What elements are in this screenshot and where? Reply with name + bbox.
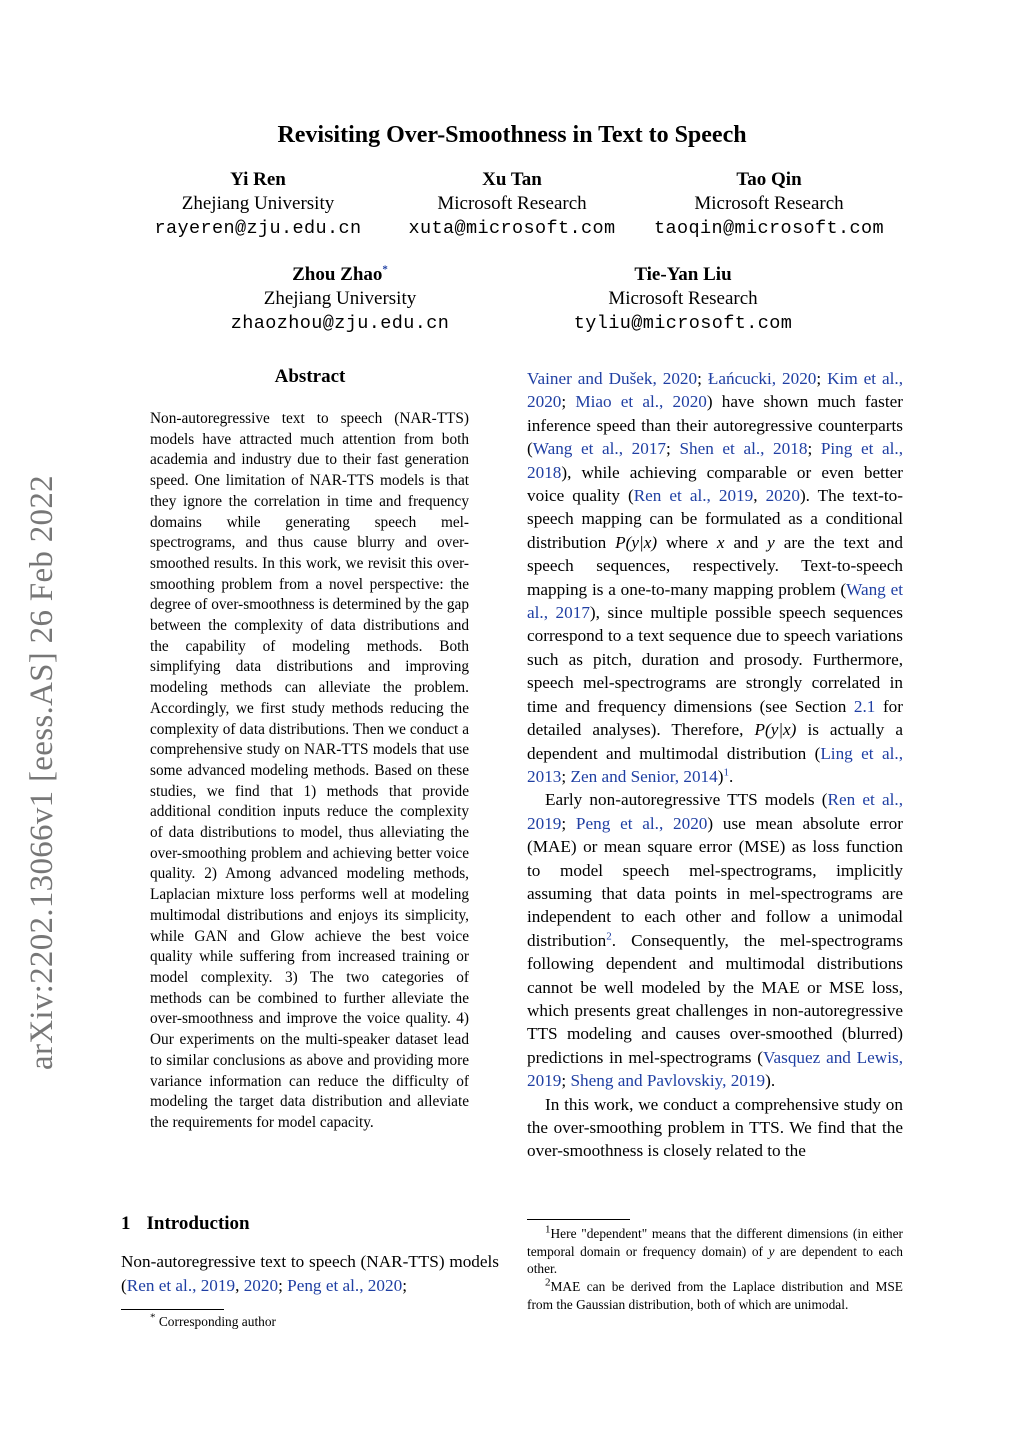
body-text: . Consequently, the mel-spectrograms following dependent and multimodal distributions cannot be well modeled by the MAE or MSE loss, which presents great challenges in non-autoregressive TTS modeling and causes over-smoothed (blurred) predictions in mel-spectrograms ( — [527, 930, 903, 1067]
citation-link[interactable]: Peng et al., 2020 — [287, 1275, 403, 1295]
arxiv-identifier: arXiv:2202.13066v1 [eess.AS] 26 Feb 2022 — [24, 475, 60, 1070]
author-block — [543, 263, 823, 336]
citation-link[interactable]: 2020 — [765, 486, 800, 506]
body-text: ; — [561, 392, 576, 412]
body-text: ; — [402, 1275, 407, 1295]
author-email: zhaozhou@zju.edu.cn — [230, 313, 450, 334]
body-text: ; — [278, 1275, 288, 1295]
footnote-text: Here "dependent" means that the different dimensions (in either temporal domain or frequency domain) of — [527, 1226, 903, 1259]
author-affiliation: Zhejiang University — [181, 193, 335, 214]
intro-right-column — [527, 367, 903, 1163]
abstract-text: Non-autoregressive text to speech (NAR-TTS) models have attracted much attention from both academia and industry due to their fast generation speed. One limitation of NAR-TTS models is that they ignore the correlation in time and frequency domains while generating speech mel-spectrograms, and thus cause blurry and over-smoothed results. In this work, we revisit this over-smoothing problem from a novel perspective: the degree of over-smoothness is determined by the gap between the complexity of data distributions and the capability of modeling methods. Both simplifying data distributions and improving modeling methods can alleviate the problem. Accordingly, we first study methods reducing the complexity of data distributions. Then we conduct a comprehensive study on NAR-TTS models that use some advanced modeling methods. Based on these studies, we find that 1) methods that provide additional condition inputs reduce the complexity of data distributions to model, thus alleviating the over-smoothing problem and achieving better voice quality. 2) Among advanced modeling methods, Laplacian mixture loss performs well at modeling multimodal distributions and enjoys its simplicity, while GAN and Glow achieve the best voice quality while suffering from increased training or model complexity. 3) The two categories of methods can be combined to further alleviate the over-smoothness and improve the voice quality. 4) Our experiments on the multi-speaker dataset lead to similar conclusions as above and providing more variance information can reduce the difficulty of modeling the target data distribution and alleviate the requirements for model capacity. — [150, 410, 469, 1131]
paper-title: Revisiting Over-Smoothness in Text to Speech — [277, 122, 747, 148]
author-name: Yi Ren — [230, 169, 286, 190]
body-text: Early non-autoregressive TTS models ( — [545, 790, 828, 810]
footnote-marker: 1 — [545, 1223, 551, 1236]
section-heading — [121, 1213, 266, 1235]
body-text: ). The text-to-speech mapping can be formulated as a conditional distribution — [527, 486, 903, 552]
footnote-text: MAE can be derived from the Laplace distribution and MSE from the Gaussian distribution, both of which are unimodal. — [527, 1279, 903, 1312]
body-text: are the text and speech sequences, respectively. Text-to-speech mapping is a one-to-many mapping problem ( — [527, 532, 903, 599]
body-text: for detailed analyses). Therefore, — [527, 696, 903, 740]
body-text: is actually a dependent and multimodal distribution ( — [527, 720, 903, 763]
body-text: ). — [765, 1071, 776, 1091]
section-title: Introduction — [146, 1213, 250, 1234]
footnote-1 — [527, 1225, 903, 1278]
author-email: xuta@microsoft.com — [408, 218, 616, 239]
footnote-marker: 2 — [545, 1276, 551, 1289]
citation-link[interactable]: Wang et al., 2017 — [527, 579, 903, 623]
author-affiliation: Zhejiang University — [263, 288, 417, 309]
body-text: ) — [717, 766, 724, 786]
citation-link[interactable]: Zen and Senior, 2014 — [570, 766, 718, 786]
footnote-marker: * — [150, 1311, 156, 1324]
body-text: ; — [816, 369, 828, 388]
corresponding-marker: * — [382, 263, 388, 276]
body-text: ) have shown much faster inference speed than their autoregressive counterparts ( — [527, 392, 903, 459]
abstract-heading: Abstract — [274, 366, 346, 387]
body-text: where — [657, 532, 717, 552]
citation-link[interactable]: Wang et al., 2017 — [532, 439, 667, 459]
author-block — [372, 168, 652, 241]
body-text: ; — [666, 439, 680, 459]
footnote-corresponding — [150, 1313, 450, 1331]
body-text: ), while achieving comparable or even better voice quality ( — [527, 462, 903, 506]
body-text: ; — [561, 766, 571, 786]
footnote-ref[interactable]: 1 — [723, 766, 729, 779]
author-name: Tie-Yan Liu — [634, 264, 732, 285]
citation-link[interactable]: Kim et al., 2020 — [527, 369, 903, 412]
author-block — [629, 168, 909, 241]
author-affiliation: Microsoft Research — [694, 193, 844, 214]
citation-link[interactable]: Ling et al., 2013 — [527, 743, 903, 786]
body-text: and — [724, 532, 768, 552]
body-text: , — [235, 1275, 244, 1295]
body-text: , — [753, 486, 766, 506]
math-expression: y — [768, 1243, 775, 1259]
intro-paragraph: In this work, we conduct a comprehensive study on the over-smoothing problem in TTS. We find that the over-smoothness is closely related to the — [527, 1094, 903, 1161]
citation-link[interactable]: Ren et al., 2019 — [527, 790, 904, 833]
author-affiliation: Microsoft Research — [608, 288, 758, 309]
body-text: . — [728, 766, 734, 786]
citation-link[interactable]: Ping et al., 2018 — [527, 439, 903, 482]
author-email: taoqin@microsoft.com — [653, 218, 885, 239]
citation-link[interactable]: Ren et al., 2019 — [633, 486, 754, 506]
author-block — [118, 168, 398, 241]
footnote-2 — [527, 1278, 903, 1313]
author-block — [200, 263, 480, 336]
section-link[interactable]: 2.1 — [853, 696, 876, 716]
citation-link[interactable]: Miao et al., 2020 — [575, 392, 707, 412]
citation-link[interactable]: Sheng and Pavlovskiy, 2019 — [570, 1071, 766, 1091]
author-affiliation: Microsoft Research — [437, 193, 587, 214]
body-text: ), since multiple possible speech sequences correspond to a text sequence due to speech variations such as pitch, duration and prosody. Furthermore, speech mel-spectrograms are strongly correlated in time and frequency dimensions (see Section — [527, 603, 903, 716]
body-text: ) use mean absolute error (MAE) or mean square error (MSE) as loss function to model speech mel-spectrograms, implicitly assuming that data points in mel-spectrograms are independent to each other and follow a unimodal distribution — [527, 813, 903, 950]
math-expression: P(y|x) — [615, 532, 658, 552]
citation-link[interactable]: Shen et al., 2018 — [679, 439, 808, 459]
author-name: Xu Tan — [482, 169, 542, 190]
body-text: ; — [697, 369, 708, 388]
author-name: Zhou Zhao — [292, 264, 383, 285]
citation-link[interactable]: Ren et al., 2019 — [126, 1275, 236, 1295]
author-email: tyliu@microsoft.com — [573, 313, 793, 334]
citation-link[interactable]: Vainer and Dušek, 2020 — [527, 369, 698, 388]
intro-paragraph — [527, 367, 903, 788]
citation-link[interactable]: 2020 — [243, 1275, 279, 1295]
footnote-ref[interactable]: 2 — [606, 930, 612, 943]
intro-paragraph-left — [121, 1250, 499, 1297]
footnote-text: Corresponding author — [158, 1314, 277, 1329]
math-expression: y — [767, 532, 775, 552]
author-email: rayeren@zju.edu.cn — [154, 218, 362, 239]
body-text: ; — [561, 813, 576, 833]
body-text: Non-autoregressive text to speech (NAR-TTS) models ( — [121, 1252, 499, 1295]
footnote-rule — [527, 1219, 630, 1220]
math-expression: P(y|x) — [754, 720, 797, 740]
body-text: ; — [807, 439, 821, 459]
math-expression: x — [716, 532, 725, 552]
footnote-text: are dependent to each other. — [527, 1243, 903, 1276]
body-text: ; — [561, 1071, 571, 1091]
footnote-rule — [121, 1309, 224, 1310]
citation-link[interactable]: Vasquez and Lewis, 2019 — [527, 1047, 903, 1091]
citation-link[interactable]: Peng et al., 2020 — [575, 813, 708, 833]
section-number: 1 — [121, 1213, 131, 1234]
intro-paragraph — [527, 788, 903, 1092]
citation-link[interactable]: Łańcucki, 2020 — [707, 369, 817, 388]
author-name: Tao Qin — [736, 169, 802, 190]
